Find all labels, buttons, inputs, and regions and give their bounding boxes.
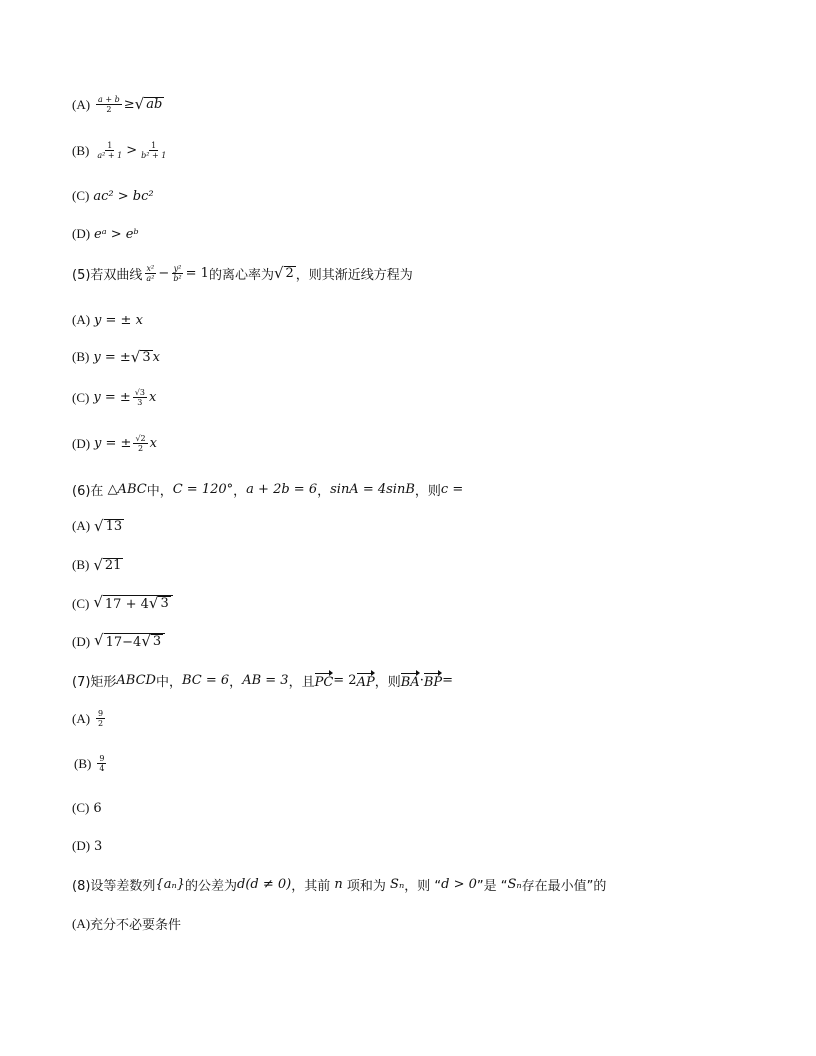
option-expr: ac² > bc²	[93, 188, 154, 204]
q7-option-b	[74, 754, 108, 773]
option-label: (B)	[72, 557, 90, 572]
fraction: $\frac{9}{2}$	[98, 709, 104, 728]
sqrt: √ 21	[93, 555, 122, 574]
option-label: (B)	[74, 755, 92, 771]
q4-option-a	[72, 95, 164, 114]
fraction: $\frac{1}{\text{b² + 1}}$	[141, 141, 167, 160]
option-label: (C)	[72, 595, 90, 611]
sqrt: √ 17−4 √ 3	[94, 633, 165, 650]
fraction: $\frac{√3}{3}$	[134, 388, 145, 407]
sqrt: √ ab	[134, 95, 163, 113]
fraction: $\frac{\text{y²}}{\text{b²}}$	[173, 264, 182, 283]
sqrt: √ 13	[94, 516, 123, 535]
sqrt: √ 17 + 4 √ 3	[93, 595, 172, 612]
option-label: (C)	[72, 188, 90, 203]
q7-option-c: (C) 6	[72, 800, 102, 816]
option-label: (C)	[72, 389, 90, 405]
q5-option-c: (C) y = ± $\frac{√3}{3}$ x	[72, 388, 157, 407]
option-label: (A)	[72, 518, 91, 533]
option-label: (D)	[72, 838, 91, 853]
fraction: $\frac{9}{4}$	[99, 754, 105, 773]
option-label: (A)	[72, 312, 91, 327]
option-label: (D)	[72, 226, 91, 241]
option-label: (A)	[72, 915, 91, 931]
vector-pc: PC	[315, 671, 334, 690]
q7-option-d: (D) 3	[72, 838, 103, 854]
relation: >	[126, 143, 138, 158]
q7-option-a	[72, 709, 107, 728]
q8-option-a: (A) 充分不必要条件	[72, 915, 182, 933]
option-label: (D)	[72, 435, 91, 451]
fraction: $\frac{√2}{2}$	[135, 434, 146, 453]
sqrt: √ 3	[130, 347, 151, 366]
vector-bp: BP	[424, 671, 442, 690]
q8-stem: (8)设等差数列 {aₙ} 的公差为 d(d ≠ 0) ，其前 n 项和为 Sₙ ，则 “ d > 0 ”是 “ Sₙ 存在最小值”的	[72, 877, 607, 894]
option-label: (A)	[72, 710, 91, 726]
q7-stem: (7)矩形 ABCD 中， BC = 6 ， AB = 3 ，且 PC = 2 AP ，则 BA · BP =	[72, 673, 454, 690]
q5-option-b: (B) y = ± √ 3 x	[72, 347, 160, 366]
vector-ap: AP	[357, 671, 375, 690]
sqrt: √ 2	[273, 264, 294, 282]
q4-option-b	[72, 141, 170, 160]
relation: ≥	[123, 97, 135, 112]
q6-option-b	[72, 557, 123, 573]
q6-stem: (6)在 △ABC 中， C = 120° ， a + 2b = 6 ， sinA = 4sinB ，则 c =	[72, 482, 464, 499]
q5-option-d: (D) y = ± $\frac{√2}{2}$ x	[72, 434, 157, 453]
q6-option-a	[72, 518, 124, 534]
q5-option-a: (A) y = ± x	[72, 312, 143, 328]
q6-option-d	[72, 633, 165, 650]
vector-ba: BA	[401, 671, 420, 690]
option-label: (B)	[72, 142, 90, 158]
option-label: (D)	[72, 633, 91, 649]
q6-option-c	[72, 595, 173, 612]
fraction: $\frac{1}{\text{a² + 1}}$	[97, 141, 123, 160]
q4-option-c	[72, 188, 154, 204]
option-label: (C)	[72, 800, 90, 815]
option-label: (A)	[72, 96, 91, 112]
fraction: $\frac{\text{x²}}{\text{a²}}$	[146, 264, 155, 283]
fraction: $\frac{a + b}{2}$	[98, 95, 120, 114]
q4-option-d	[72, 226, 139, 242]
q5-stem: (5)若双曲线 $\frac{\text{x²}}{\text{a²}}$ − $\frac{\text{y²}}{\text{b²}}$ = 1 的离心率为 √ 2 ，则其渐近线方程为	[72, 264, 413, 283]
option-expr: eᵃ > eᵇ	[94, 226, 139, 242]
option-label: (B)	[72, 349, 90, 364]
